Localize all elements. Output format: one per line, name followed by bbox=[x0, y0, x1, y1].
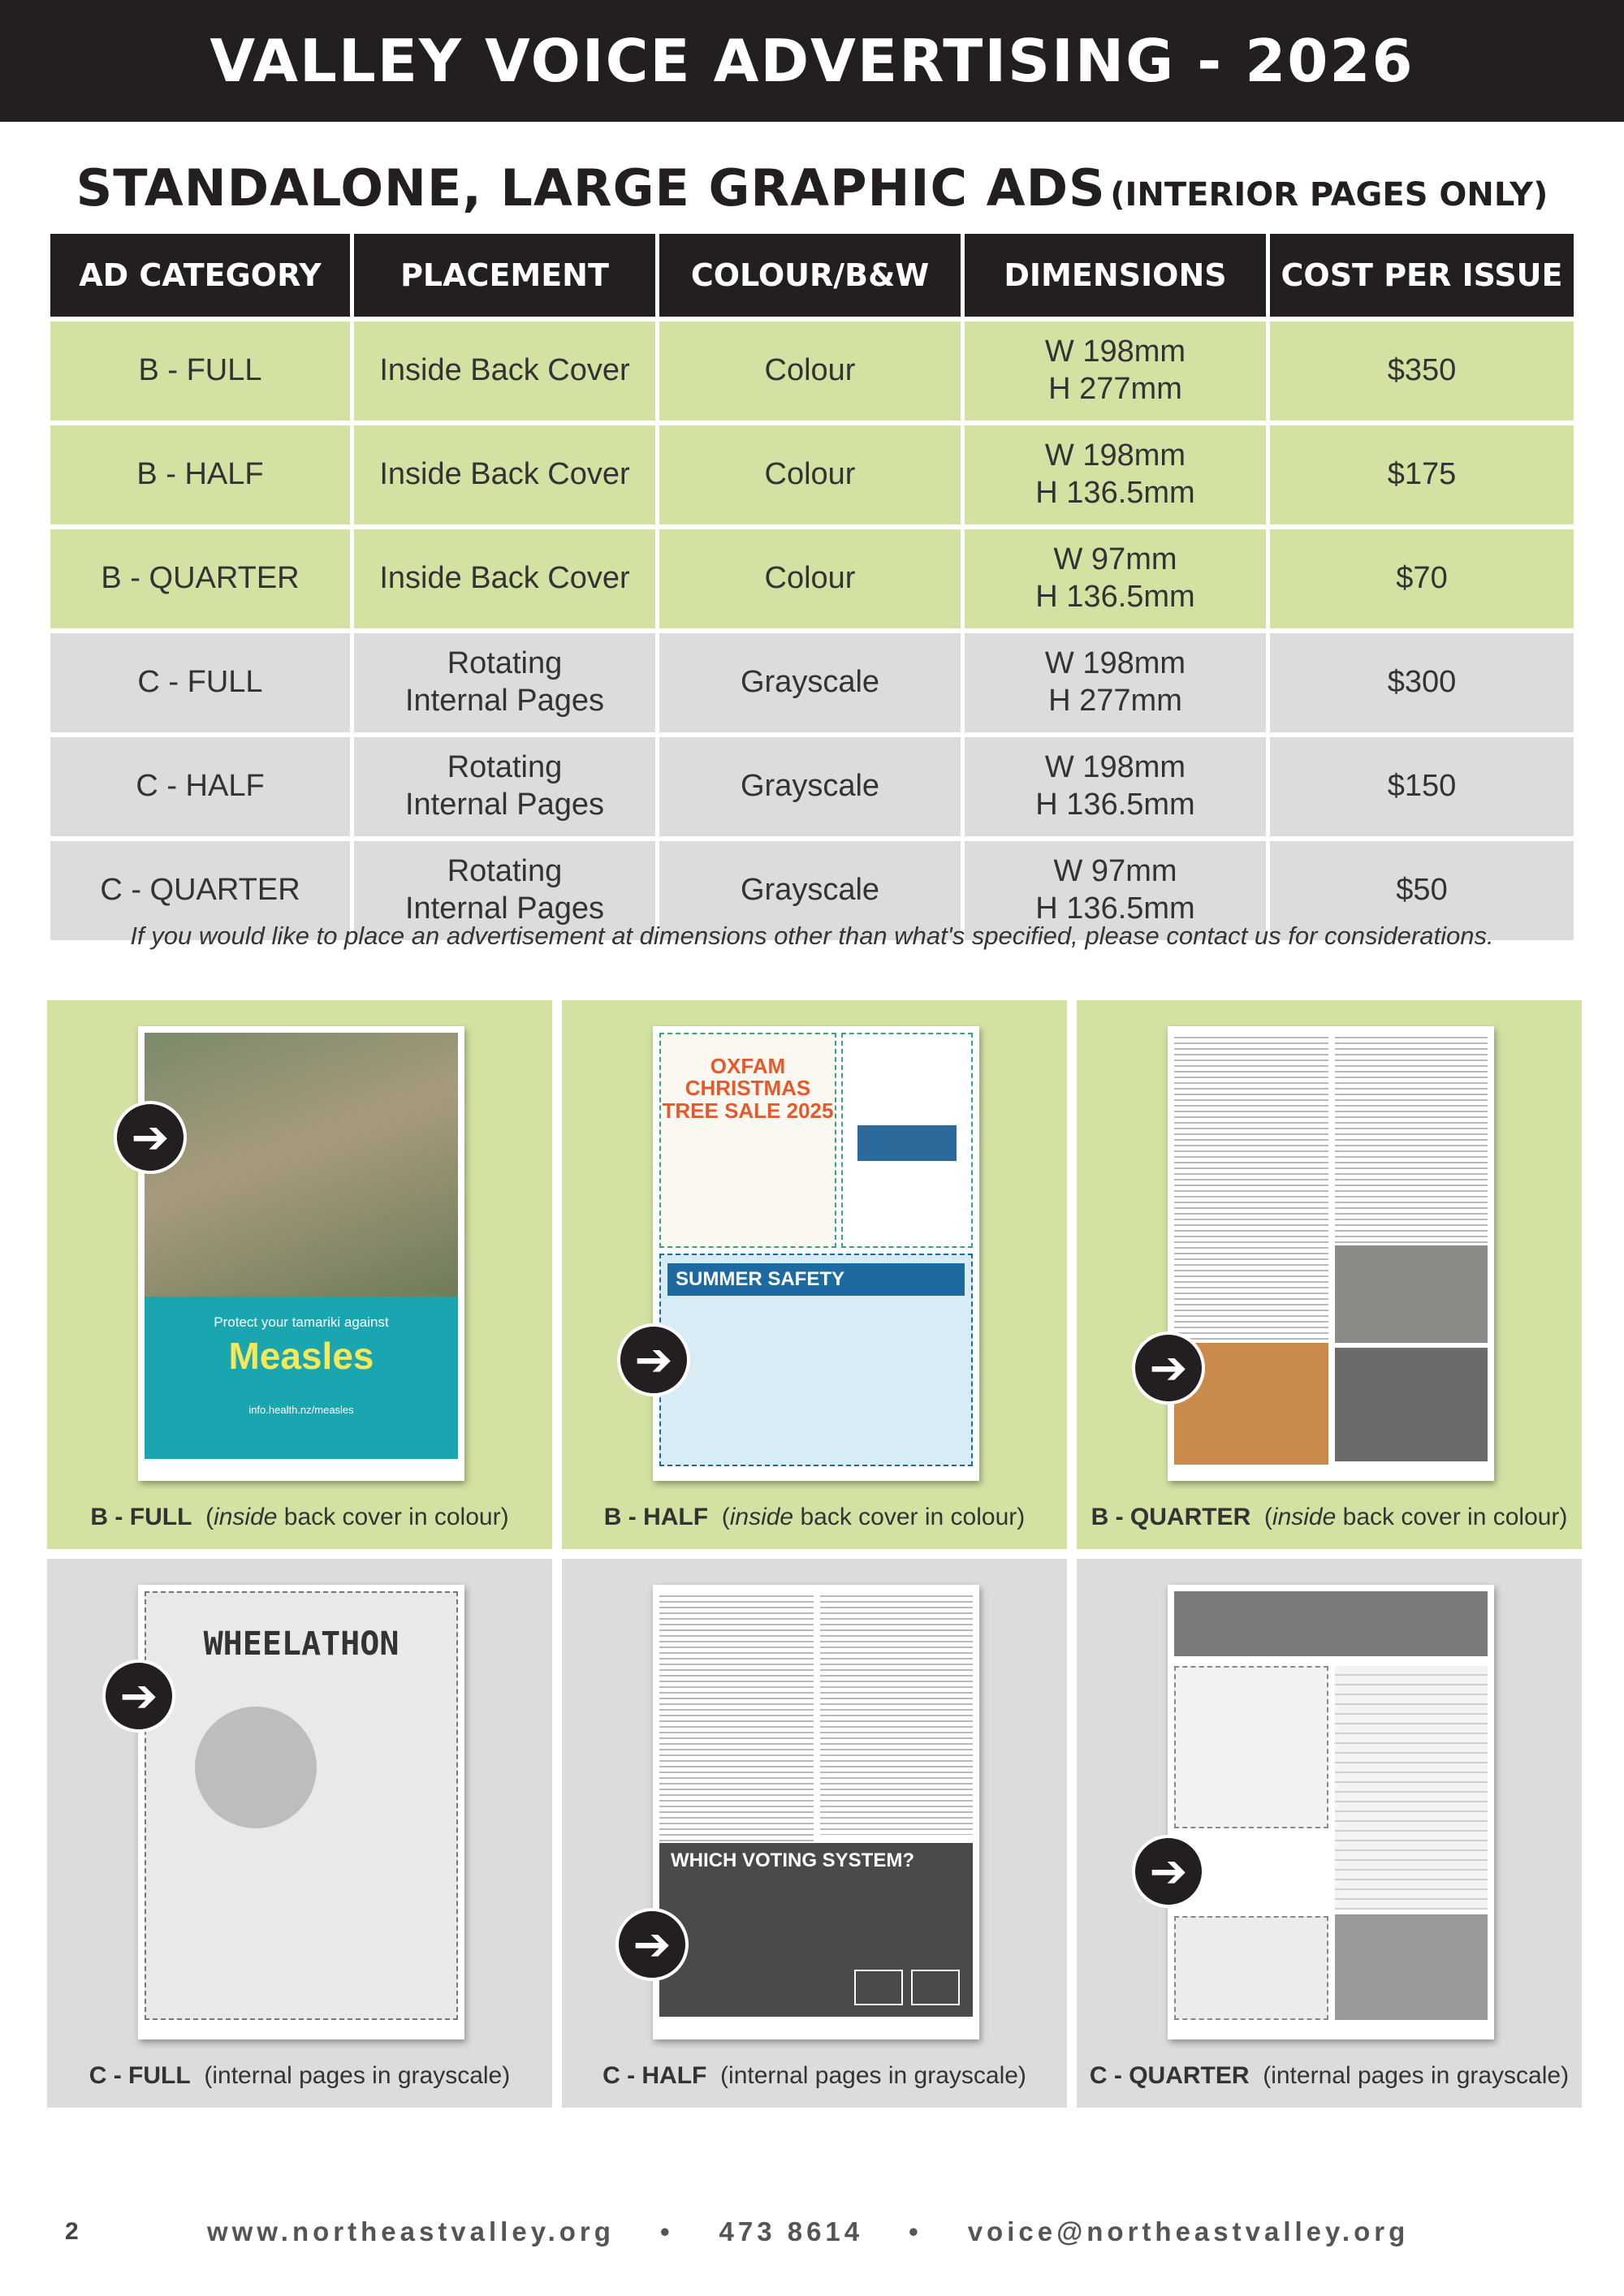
example-caption: B - FULL (inside back cover in colour) bbox=[90, 1504, 509, 1530]
ad-cost: $150 bbox=[1387, 769, 1457, 804]
schedule-tables bbox=[1335, 1666, 1488, 1910]
example-caption: C - FULL (internal pages in grayscale) bbox=[89, 2062, 511, 2089]
section-title: STANDALONE, LARGE GRAPHIC ADS bbox=[76, 158, 1106, 218]
ad-colour: Colour bbox=[659, 529, 965, 628]
ad-colour: Grayscale bbox=[659, 633, 965, 732]
email-link[interactable]: voice@northeastvalley.org bbox=[967, 2216, 1410, 2246]
safety-title: SUMMER SAFETY bbox=[667, 1263, 965, 1296]
column-header-dimensions: DIMENSIONS bbox=[965, 234, 1270, 317]
oxfam-title: OXFAM CHRISTMAS TREE SALE 2025 bbox=[662, 1054, 834, 1123]
page-title: VALLEY VOICE ADVERTISING - 2026 bbox=[209, 27, 1415, 95]
ad-dimensions: W 97mm H 136.5mm bbox=[965, 529, 1270, 628]
separator: • bbox=[909, 2216, 922, 2246]
arrow-icon: ➔ bbox=[1132, 1331, 1205, 1405]
measles-title: Measles bbox=[228, 1335, 374, 1377]
ad-cost: $175 bbox=[1387, 457, 1457, 492]
top-banner bbox=[0, 0, 1624, 122]
example-c-full bbox=[47, 1559, 552, 2108]
ad-thumbnail bbox=[138, 1026, 464, 1481]
text-column bbox=[820, 1591, 973, 1835]
section-heading bbox=[0, 158, 1624, 218]
ad-category: C - HALF bbox=[50, 737, 354, 836]
separator: • bbox=[659, 2216, 674, 2246]
ad-dimensions: W 198mm H 136.5mm bbox=[965, 425, 1270, 524]
table-header bbox=[50, 234, 1574, 317]
photo-placeholder bbox=[1174, 1591, 1488, 1656]
photo-placeholder bbox=[1335, 1914, 1488, 2020]
ad-dimensions: W 198mm H 136.5mm bbox=[965, 737, 1270, 836]
page-number: 2 bbox=[65, 2218, 79, 2245]
column-header-cost: COST PER ISSUE bbox=[1281, 257, 1563, 293]
column-header-placement: PLACEMENT bbox=[354, 234, 659, 317]
arrow-icon: ➔ bbox=[617, 1323, 690, 1396]
section-subtitle: (INTERIOR PAGES ONLY) bbox=[1110, 176, 1548, 214]
ad-category: B - QUARTER bbox=[50, 529, 354, 628]
oxfam-poster bbox=[659, 1033, 836, 1248]
ad-placement: Inside Back Cover bbox=[354, 322, 659, 421]
table-body bbox=[50, 322, 1574, 940]
table-row bbox=[50, 425, 1574, 524]
arrow-icon: ➔ bbox=[102, 1659, 175, 1733]
page-footer bbox=[0, 2210, 1624, 2255]
table-row bbox=[50, 633, 1574, 732]
ad-colour: Colour bbox=[659, 322, 965, 421]
ad-dimensions: W 97mm H 136.5mm bbox=[965, 841, 1270, 940]
column-header-colour: COLOUR/B&W bbox=[659, 234, 965, 317]
example-caption: B - QUARTER (inside back cover in colour) bbox=[1091, 1504, 1568, 1530]
example-caption: C - HALF (internal pages in grayscale) bbox=[603, 2062, 1026, 2089]
photo-placeholder bbox=[1335, 1245, 1488, 1343]
dimensions-note: If you would like to place an advertisement at dimensions other than what's specified, please contact us for considerations. bbox=[130, 921, 1494, 950]
ad-thumbnail bbox=[1168, 1585, 1494, 2039]
example-caption: C - QUARTER (internal pages in grayscale) bbox=[1089, 2062, 1570, 2089]
table-row bbox=[50, 322, 1574, 421]
ad-dimensions: W 198mm H 277mm bbox=[965, 322, 1270, 421]
school-ad bbox=[1174, 1916, 1328, 2020]
bike-illustration bbox=[195, 1707, 317, 1828]
arrow-icon: ➔ bbox=[1132, 1835, 1205, 1908]
photo-placeholder bbox=[1335, 1348, 1488, 1461]
phone-number: 473 8614 bbox=[719, 2216, 864, 2246]
ad-category: B - HALF bbox=[50, 425, 354, 524]
text-column bbox=[659, 1591, 814, 1853]
ad-cost: $300 bbox=[1387, 665, 1457, 700]
ad-placement: Inside Back Cover bbox=[354, 529, 659, 628]
ad-thumbnail bbox=[1168, 1026, 1494, 1481]
ad-category: C - FULL bbox=[50, 633, 354, 732]
table-row bbox=[50, 737, 1574, 836]
ad-dimensions: W 198mm H 277mm bbox=[965, 633, 1270, 732]
ad-colour: Grayscale bbox=[659, 737, 965, 836]
ad-placement: Rotating Internal Pages bbox=[354, 841, 659, 940]
example-c-half bbox=[562, 1559, 1067, 2108]
wheelathon-title: WHEELATHON bbox=[203, 1625, 400, 1663]
ad-thumbnail bbox=[138, 1585, 464, 2039]
example-b-half bbox=[562, 1000, 1067, 1549]
example-caption: B - HALF (inside back cover in colour) bbox=[603, 1504, 1026, 1530]
example-b-quarter bbox=[1077, 1000, 1582, 1549]
carols-poster bbox=[841, 1033, 973, 1248]
contact-line bbox=[207, 2216, 1409, 2247]
rate-table bbox=[50, 234, 1574, 940]
example-ads-grid bbox=[47, 1000, 1577, 2108]
ad-placement: Rotating Internal Pages bbox=[354, 633, 659, 732]
ad-category: C - QUARTER bbox=[50, 841, 354, 940]
ad-cost: $70 bbox=[1396, 561, 1448, 596]
ad-placement: Rotating Internal Pages bbox=[354, 737, 659, 836]
measles-url: info.health.nz/measles bbox=[248, 1404, 354, 1416]
ad-category: B - FULL bbox=[50, 322, 354, 421]
ad-placement: Inside Back Cover bbox=[354, 425, 659, 524]
measles-panel bbox=[145, 1297, 458, 1459]
ad-thumbnail bbox=[653, 1026, 979, 1481]
text-column bbox=[1335, 1033, 1488, 1244]
sea-lion-ad bbox=[1174, 1666, 1328, 1828]
ad-thumbnail bbox=[653, 1585, 979, 2039]
ad-cost: $350 bbox=[1387, 353, 1457, 388]
summer-safety-poster bbox=[659, 1254, 973, 1466]
arrow-icon: ➔ bbox=[615, 1908, 689, 1981]
example-c-quarter bbox=[1077, 1559, 1582, 2108]
measles-kicker: Protect your tamariki against bbox=[214, 1314, 389, 1330]
voting-ad bbox=[659, 1843, 973, 2017]
wheelathon-poster bbox=[145, 1591, 458, 2020]
table-row bbox=[50, 529, 1574, 628]
column-header-category: AD CATEGORY bbox=[50, 234, 354, 317]
photo-placeholder bbox=[145, 1033, 458, 1297]
website-link[interactable]: www.northeastvalley.org bbox=[207, 2216, 615, 2246]
voting-title: WHICH VOTING SYSTEM? bbox=[671, 1849, 914, 1871]
ad-colour: Grayscale bbox=[659, 841, 965, 940]
ad-cost: $50 bbox=[1396, 873, 1448, 908]
example-b-full bbox=[47, 1000, 552, 1549]
ad-colour: Colour bbox=[659, 425, 965, 524]
arrow-icon: ➔ bbox=[114, 1101, 187, 1174]
